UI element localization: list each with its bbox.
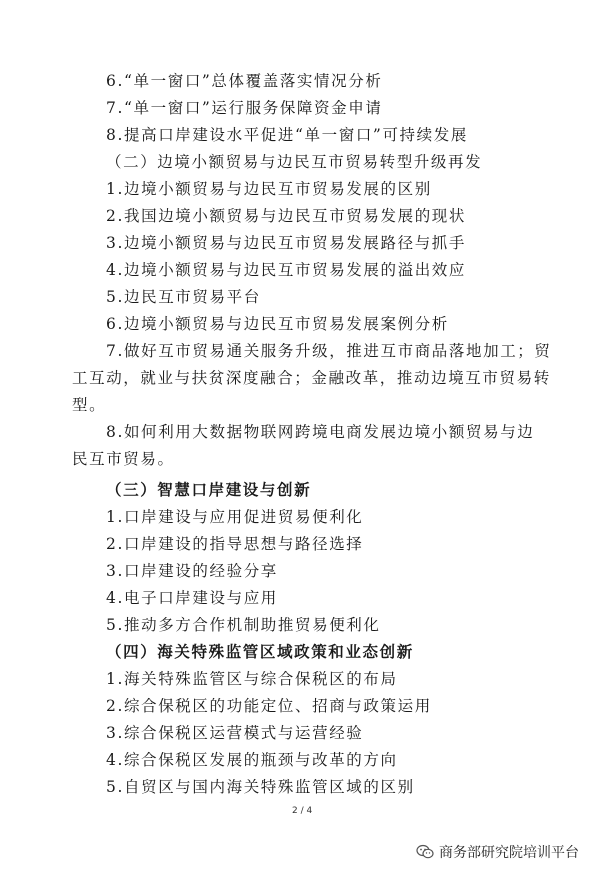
text-line: 5.边民互市贸易平台 <box>106 288 261 306</box>
text-line: 5.推动多方合作机制助推贸易便利化 <box>106 616 381 634</box>
watermark <box>416 842 579 862</box>
page-number: 2 / 4 <box>292 806 313 816</box>
text-line: 8.如何利用大数据物联网跨境电商发展边境小额贸易与边 <box>106 423 535 441</box>
text-line: 5.自贸区与国内海关特殊监管区域的区别 <box>106 778 415 796</box>
text-line: 3.口岸建设的经验分享 <box>106 562 278 580</box>
text-line: 3.边境小额贸易与边民互市贸易发展路径与抓手 <box>106 234 466 252</box>
text-line: 民互市贸易。 <box>72 450 175 468</box>
text-line: 型。 <box>72 396 107 414</box>
text-line: 2.我国边境小额贸易与边民互市贸易发展的现状 <box>106 207 466 225</box>
text-line: 4.综合保税区发展的瓶颈与改革的方向 <box>106 751 398 769</box>
section-heading: （二）边境小额贸易与边民互市贸易转型升级再发 <box>106 153 483 171</box>
text-line: 工互动，就业与扶贫深度融合；金融改革，推动边境互市贸易转 <box>72 369 551 387</box>
text-line: 1.海关特殊监管区与综合保税区的布局 <box>106 670 398 688</box>
section-heading: （四）海关特殊监管区域政策和业态创新 <box>106 642 414 661</box>
section-heading: （三）智慧口岸建设与创新 <box>106 480 312 499</box>
text-line: 6.“单一窗口”总体覆盖落实情况分析 <box>106 72 383 90</box>
text-line: 3.综合保税区运营模式与运营经验 <box>106 724 364 742</box>
text-line: 4.电子口岸建设与应用 <box>106 589 278 607</box>
text-line: 7.做好互市贸易通关服务升级，推进互市商品落地加工；贸 <box>106 342 552 360</box>
text-line: 1.口岸建设与应用促进贸易便利化 <box>106 508 364 526</box>
text-line: 2.综合保税区的功能定位、招商与政策运用 <box>106 697 432 715</box>
text-line: 2.口岸建设的指导思想与路径选择 <box>106 535 364 553</box>
watermark-text: 商务部研究院培训平台 <box>439 845 579 861</box>
text-line: 6.边境小额贸易与边民互市贸易发展案例分析 <box>106 315 449 333</box>
wechat-icon <box>416 844 434 860</box>
text-line: 1.边境小额贸易与边民互市贸易发展的区别 <box>106 180 432 198</box>
text-line: 7.“单一窗口”运行服务保障资金申请 <box>106 99 383 117</box>
text-line: 4.边境小额贸易与边民互市贸易发展的溢出效应 <box>106 261 466 279</box>
text-line: 8.提高口岸建设水平促进“单一窗口”可持续发展 <box>106 126 468 144</box>
